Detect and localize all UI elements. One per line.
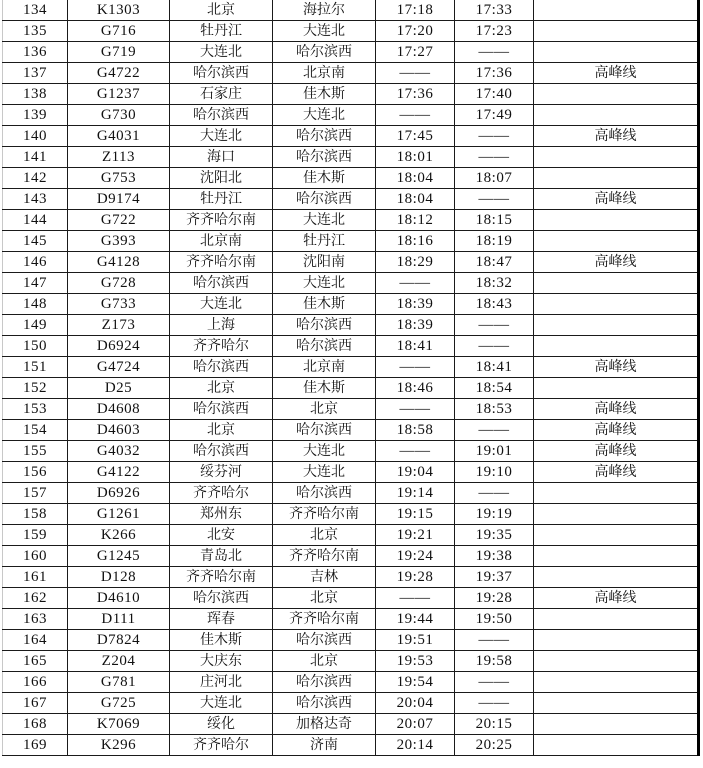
train-number: D6926 <box>68 483 170 504</box>
departure-time: 18:47 <box>455 252 534 273</box>
departure-time: 18:41 <box>455 357 534 378</box>
destination-station: 海拉尔 <box>273 0 376 21</box>
table-row <box>3 168 699 189</box>
row-number: 164 <box>3 630 68 651</box>
train-timetable <box>2 0 700 756</box>
table-row <box>3 294 699 315</box>
destination-station: 哈尔滨西 <box>273 189 376 210</box>
origin-station: 大连北 <box>170 294 273 315</box>
destination-station: 北京南 <box>273 357 376 378</box>
origin-station: 大连北 <box>170 42 273 63</box>
departure-time: —— <box>455 42 534 63</box>
arrival-time: 17:27 <box>376 42 455 63</box>
origin-station: 哈尔滨西 <box>170 357 273 378</box>
arrival-time: 18:39 <box>376 315 455 336</box>
note-cell <box>534 42 699 63</box>
row-number: 159 <box>3 525 68 546</box>
table-row <box>3 630 699 651</box>
destination-station: 哈尔滨西 <box>273 42 376 63</box>
departure-time: —— <box>455 420 534 441</box>
destination-station: 大连北 <box>273 441 376 462</box>
origin-station: 牡丹江 <box>170 189 273 210</box>
row-number: 149 <box>3 315 68 336</box>
train-number: G730 <box>68 105 170 126</box>
note-cell <box>534 630 699 651</box>
note-cell <box>534 336 699 357</box>
origin-station: 齐齐哈尔南 <box>170 252 273 273</box>
arrival-time: 18:39 <box>376 294 455 315</box>
departure-time: 19:10 <box>455 462 534 483</box>
row-number: 143 <box>3 189 68 210</box>
note-cell <box>534 273 699 294</box>
row-number: 153 <box>3 399 68 420</box>
arrival-time: 20:14 <box>376 735 455 756</box>
departure-time: 20:15 <box>455 714 534 735</box>
departure-time: —— <box>455 126 534 147</box>
row-number: 146 <box>3 252 68 273</box>
train-number: G4032 <box>68 441 170 462</box>
row-number: 136 <box>3 42 68 63</box>
train-number: D4608 <box>68 399 170 420</box>
origin-station: 齐齐哈尔 <box>170 483 273 504</box>
table-row <box>3 609 699 630</box>
arrival-time: 18:41 <box>376 336 455 357</box>
origin-station: 齐齐哈尔南 <box>170 567 273 588</box>
arrival-time: 19:28 <box>376 567 455 588</box>
note-cell <box>534 168 699 189</box>
row-number: 169 <box>3 735 68 756</box>
departure-time: —— <box>455 315 534 336</box>
note-cell: 高峰线 <box>534 357 699 378</box>
departure-time: 19:38 <box>455 546 534 567</box>
departure-time: —— <box>455 147 534 168</box>
destination-station: 牡丹江 <box>273 231 376 252</box>
note-cell <box>534 294 699 315</box>
destination-station: 北京 <box>273 399 376 420</box>
note-cell: 高峰线 <box>534 420 699 441</box>
table-row <box>3 672 699 693</box>
train-number: D4603 <box>68 420 170 441</box>
arrival-time: 20:04 <box>376 693 455 714</box>
train-number: Z204 <box>68 651 170 672</box>
train-number: G4128 <box>68 252 170 273</box>
row-number: 151 <box>3 357 68 378</box>
origin-station: 牡丹江 <box>170 21 273 42</box>
table-row <box>3 567 699 588</box>
destination-station: 大连北 <box>273 462 376 483</box>
row-number: 147 <box>3 273 68 294</box>
origin-station: 北京 <box>170 0 273 21</box>
arrival-time: 20:07 <box>376 714 455 735</box>
table-row <box>3 231 699 252</box>
arrival-time: 17:20 <box>376 21 455 42</box>
row-number: 155 <box>3 441 68 462</box>
departure-time: 18:53 <box>455 399 534 420</box>
origin-station: 沈阳北 <box>170 168 273 189</box>
departure-time: —— <box>455 630 534 651</box>
train-number: K1303 <box>68 0 170 21</box>
row-number: 162 <box>3 588 68 609</box>
origin-station: 佳木斯 <box>170 630 273 651</box>
arrival-time: 18:04 <box>376 189 455 210</box>
arrival-time: 18:12 <box>376 210 455 231</box>
origin-station: 哈尔滨西 <box>170 63 273 84</box>
row-number: 168 <box>3 714 68 735</box>
destination-station: 齐齐哈尔南 <box>273 546 376 567</box>
note-cell <box>534 105 699 126</box>
train-number: G4724 <box>68 357 170 378</box>
table-row <box>3 504 699 525</box>
arrival-time: 17:18 <box>376 0 455 21</box>
note-cell: 高峰线 <box>534 126 699 147</box>
table-row <box>3 42 699 63</box>
table-row <box>3 714 699 735</box>
origin-station: 北京 <box>170 420 273 441</box>
note-cell <box>534 0 699 21</box>
row-number: 163 <box>3 609 68 630</box>
destination-station: 齐齐哈尔南 <box>273 609 376 630</box>
row-number: 167 <box>3 693 68 714</box>
note-cell: 高峰线 <box>534 252 699 273</box>
note-cell: 高峰线 <box>534 399 699 420</box>
departure-time: 18:32 <box>455 273 534 294</box>
departure-time: —— <box>455 483 534 504</box>
destination-station: 佳木斯 <box>273 378 376 399</box>
train-number: K7069 <box>68 714 170 735</box>
note-cell: 高峰线 <box>534 441 699 462</box>
origin-station: 大庆东 <box>170 651 273 672</box>
destination-station: 哈尔滨西 <box>273 483 376 504</box>
origin-station: 青岛北 <box>170 546 273 567</box>
row-number: 154 <box>3 420 68 441</box>
row-number: 160 <box>3 546 68 567</box>
table-row <box>3 378 699 399</box>
destination-station: 哈尔滨西 <box>273 672 376 693</box>
row-number: 137 <box>3 63 68 84</box>
note-cell <box>534 315 699 336</box>
destination-station: 哈尔滨西 <box>273 147 376 168</box>
departure-time: —— <box>455 189 534 210</box>
destination-station: 大连北 <box>273 105 376 126</box>
note-cell <box>534 714 699 735</box>
departure-time: 19:19 <box>455 504 534 525</box>
destination-station: 哈尔滨西 <box>273 420 376 441</box>
row-number: 158 <box>3 504 68 525</box>
origin-station: 齐齐哈尔南 <box>170 210 273 231</box>
destination-station: 加格达奇 <box>273 714 376 735</box>
table-row <box>3 651 699 672</box>
arrival-time: —— <box>376 63 455 84</box>
origin-station: 北京 <box>170 378 273 399</box>
arrival-time: —— <box>376 105 455 126</box>
departure-time: 17:33 <box>455 0 534 21</box>
destination-station: 哈尔滨西 <box>273 693 376 714</box>
table-row <box>3 252 699 273</box>
departure-time: 19:58 <box>455 651 534 672</box>
train-number: G716 <box>68 21 170 42</box>
row-number: 157 <box>3 483 68 504</box>
destination-station: 北京南 <box>273 63 376 84</box>
arrival-time: 18:46 <box>376 378 455 399</box>
note-cell <box>534 672 699 693</box>
destination-station: 北京 <box>273 588 376 609</box>
row-number: 156 <box>3 462 68 483</box>
row-number: 140 <box>3 126 68 147</box>
destination-station: 大连北 <box>273 273 376 294</box>
origin-station: 哈尔滨西 <box>170 441 273 462</box>
arrival-time: 17:45 <box>376 126 455 147</box>
arrival-time: 18:04 <box>376 168 455 189</box>
train-number: G733 <box>68 294 170 315</box>
destination-station: 大连北 <box>273 21 376 42</box>
train-number: D4610 <box>68 588 170 609</box>
train-number: G1237 <box>68 84 170 105</box>
origin-station: 绥化 <box>170 714 273 735</box>
arrival-time: 19:53 <box>376 651 455 672</box>
note-cell <box>534 546 699 567</box>
arrival-time: 19:14 <box>376 483 455 504</box>
note-cell <box>534 693 699 714</box>
destination-station: 哈尔滨西 <box>273 315 376 336</box>
departure-time: 18:15 <box>455 210 534 231</box>
table-row <box>3 273 699 294</box>
row-number: 139 <box>3 105 68 126</box>
arrival-time: —— <box>376 357 455 378</box>
origin-station: 庄河北 <box>170 672 273 693</box>
arrival-time: 18:16 <box>376 231 455 252</box>
train-number: G722 <box>68 210 170 231</box>
origin-station: 哈尔滨西 <box>170 588 273 609</box>
arrival-time: 19:44 <box>376 609 455 630</box>
note-cell: 高峰线 <box>534 189 699 210</box>
origin-station: 大连北 <box>170 693 273 714</box>
row-number: 134 <box>3 0 68 21</box>
table-row <box>3 210 699 231</box>
note-cell: 高峰线 <box>534 462 699 483</box>
train-number: D111 <box>68 609 170 630</box>
arrival-time: 18:01 <box>376 147 455 168</box>
departure-time: 17:49 <box>455 105 534 126</box>
departure-time: 19:35 <box>455 525 534 546</box>
table-row <box>3 0 699 21</box>
departure-time: 18:43 <box>455 294 534 315</box>
destination-station: 沈阳南 <box>273 252 376 273</box>
departure-time: —— <box>455 693 534 714</box>
timetable-sheet <box>2 0 700 756</box>
destination-station: 佳木斯 <box>273 84 376 105</box>
table-row <box>3 735 699 756</box>
table-row <box>3 189 699 210</box>
train-number: G393 <box>68 231 170 252</box>
table-row <box>3 525 699 546</box>
departure-time: 18:19 <box>455 231 534 252</box>
train-number: Z113 <box>68 147 170 168</box>
arrival-time: —— <box>376 588 455 609</box>
destination-station: 佳木斯 <box>273 294 376 315</box>
destination-station: 济南 <box>273 735 376 756</box>
note-cell <box>534 378 699 399</box>
row-number: 142 <box>3 168 68 189</box>
train-number: G728 <box>68 273 170 294</box>
destination-station: 哈尔滨西 <box>273 630 376 651</box>
departure-time: 17:36 <box>455 63 534 84</box>
origin-station: 齐齐哈尔 <box>170 336 273 357</box>
note-cell <box>534 735 699 756</box>
destination-station: 北京 <box>273 651 376 672</box>
row-number: 161 <box>3 567 68 588</box>
origin-station: 哈尔滨西 <box>170 273 273 294</box>
note-cell <box>534 21 699 42</box>
table-row <box>3 546 699 567</box>
table-row <box>3 21 699 42</box>
departure-time: 19:50 <box>455 609 534 630</box>
train-number: D7824 <box>68 630 170 651</box>
table-row <box>3 588 699 609</box>
origin-station: 北京南 <box>170 231 273 252</box>
origin-station: 哈尔滨西 <box>170 105 273 126</box>
arrival-time: 18:29 <box>376 252 455 273</box>
table-row <box>3 693 699 714</box>
row-number: 166 <box>3 672 68 693</box>
table-row <box>3 63 699 84</box>
note-cell <box>534 210 699 231</box>
arrival-time: 19:54 <box>376 672 455 693</box>
destination-station: 哈尔滨西 <box>273 336 376 357</box>
row-number: 135 <box>3 21 68 42</box>
departure-time: 19:28 <box>455 588 534 609</box>
table-row <box>3 84 699 105</box>
train-number: G781 <box>68 672 170 693</box>
row-number: 144 <box>3 210 68 231</box>
note-cell <box>534 84 699 105</box>
destination-station: 佳木斯 <box>273 168 376 189</box>
row-number: 150 <box>3 336 68 357</box>
note-cell <box>534 525 699 546</box>
train-number: G1261 <box>68 504 170 525</box>
note-cell <box>534 147 699 168</box>
table-row <box>3 147 699 168</box>
destination-station: 北京 <box>273 525 376 546</box>
destination-station: 哈尔滨西 <box>273 126 376 147</box>
train-number: G719 <box>68 42 170 63</box>
row-number: 152 <box>3 378 68 399</box>
table-row <box>3 441 699 462</box>
arrival-time: 19:24 <box>376 546 455 567</box>
note-cell <box>534 651 699 672</box>
train-number: G4122 <box>68 462 170 483</box>
note-cell <box>534 504 699 525</box>
table-row <box>3 105 699 126</box>
departure-time: 18:07 <box>455 168 534 189</box>
note-cell: 高峰线 <box>534 63 699 84</box>
row-number: 138 <box>3 84 68 105</box>
table-row <box>3 420 699 441</box>
table-row <box>3 336 699 357</box>
destination-station: 大连北 <box>273 210 376 231</box>
origin-station: 齐齐哈尔 <box>170 735 273 756</box>
table-row <box>3 126 699 147</box>
origin-station: 珲春 <box>170 609 273 630</box>
train-number: K266 <box>68 525 170 546</box>
row-number: 148 <box>3 294 68 315</box>
table-row <box>3 462 699 483</box>
arrival-time: 18:58 <box>376 420 455 441</box>
arrival-time: 19:15 <box>376 504 455 525</box>
origin-station: 绥芬河 <box>170 462 273 483</box>
departure-time: —— <box>455 336 534 357</box>
origin-station: 大连北 <box>170 126 273 147</box>
train-number: D25 <box>68 378 170 399</box>
arrival-time: —— <box>376 441 455 462</box>
departure-time: 17:40 <box>455 84 534 105</box>
table-row <box>3 315 699 336</box>
origin-station: 石家庄 <box>170 84 273 105</box>
note-cell <box>534 609 699 630</box>
departure-time: 18:54 <box>455 378 534 399</box>
arrival-time: —— <box>376 273 455 294</box>
destination-station: 齐齐哈尔南 <box>273 504 376 525</box>
origin-station: 上海 <box>170 315 273 336</box>
departure-time: 20:25 <box>455 735 534 756</box>
table-row <box>3 357 699 378</box>
origin-station: 海口 <box>170 147 273 168</box>
origin-station: 北安 <box>170 525 273 546</box>
origin-station: 郑州东 <box>170 504 273 525</box>
train-number: D9174 <box>68 189 170 210</box>
arrival-time: 19:04 <box>376 462 455 483</box>
departure-time: —— <box>455 672 534 693</box>
arrival-time: —— <box>376 399 455 420</box>
table-row <box>3 483 699 504</box>
train-number: G753 <box>68 168 170 189</box>
arrival-time: 19:51 <box>376 630 455 651</box>
note-cell <box>534 567 699 588</box>
row-number: 141 <box>3 147 68 168</box>
train-number: Z173 <box>68 315 170 336</box>
train-number: G1245 <box>68 546 170 567</box>
train-number: D128 <box>68 567 170 588</box>
departure-time: 19:37 <box>455 567 534 588</box>
row-number: 165 <box>3 651 68 672</box>
departure-time: 17:23 <box>455 21 534 42</box>
train-number: D6924 <box>68 336 170 357</box>
arrival-time: 17:36 <box>376 84 455 105</box>
train-number: G4722 <box>68 63 170 84</box>
train-number: K296 <box>68 735 170 756</box>
destination-station: 吉林 <box>273 567 376 588</box>
row-number: 145 <box>3 231 68 252</box>
departure-time: 19:01 <box>455 441 534 462</box>
note-cell <box>534 483 699 504</box>
table-row <box>3 399 699 420</box>
timetable-body <box>3 0 699 756</box>
arrival-time: 19:21 <box>376 525 455 546</box>
train-number: G725 <box>68 693 170 714</box>
train-number: G4031 <box>68 126 170 147</box>
note-cell: 高峰线 <box>534 588 699 609</box>
note-cell <box>534 231 699 252</box>
origin-station: 哈尔滨西 <box>170 399 273 420</box>
